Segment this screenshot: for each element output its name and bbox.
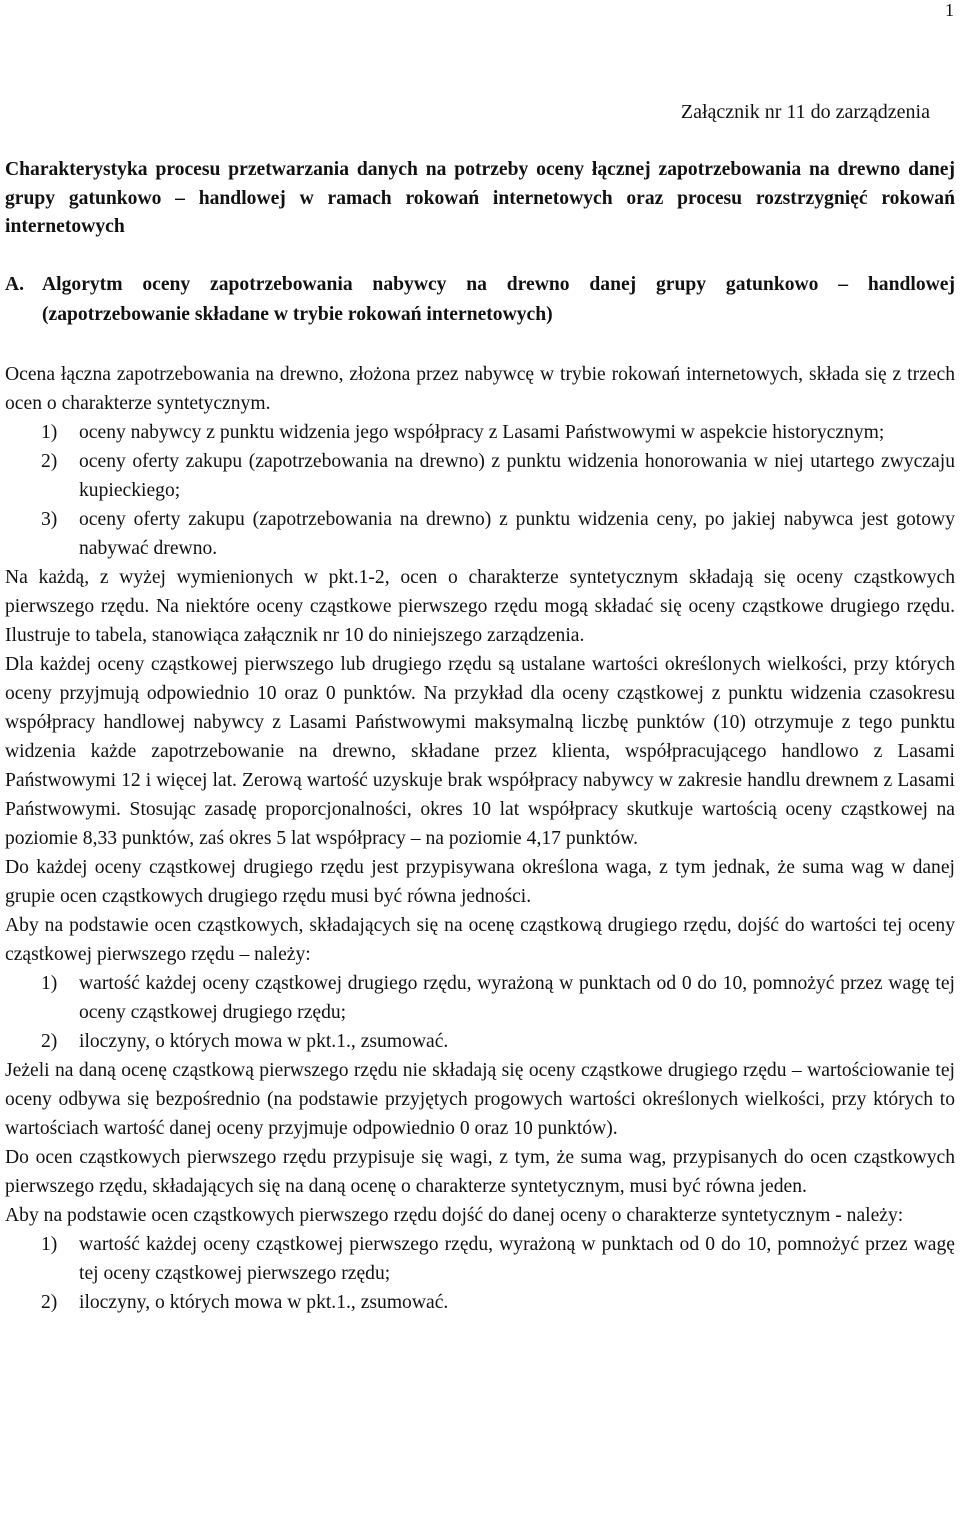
second-order-paragraph: Aby na podstawie ocen cząstkowych, składających się na ocenę cząstkową drugiego rzędu, dojść do wartości tej oceny cząstkowej pierwszego rzędu – należy: xyxy=(5,915,955,965)
list-item-number: 2) xyxy=(41,1292,58,1313)
document-heading: Charakterystyka procesu przetwarzania danych na potrzeby oceny łącznej zapotrzebowania na drewno danej grupy gatunkowo – handlowej w ramach rokowań internetowych oraz procesu rozstrzygnięć rokowań internetowych xyxy=(5,159,955,237)
synthetic-ratings-list xyxy=(5,418,955,563)
synthetic-paragraph: Aby na podstawie ocen cząstkowych pierwszego rzędu dojść do danej oceny o charakterze syntetycznym - należy: xyxy=(5,1205,904,1226)
list-item-number: 2) xyxy=(41,451,58,472)
list-item-text: oceny oferty zakupu (zapotrzebowania na drewno) z punktu widzenia ceny, po jakiej nabywca jest gotowy nabywać drewno. xyxy=(79,509,955,559)
list-item-text: oceny oferty zakupu (zapotrzebowania na drewno) z punktu widzenia honorowania w niej utartego zwyczaju kupieckiego; xyxy=(79,451,955,501)
list-item xyxy=(5,1288,955,1317)
components-paragraph: Na każdą, z wyżej wymienionych w pkt.1-2, ocen o charakterze syntetycznym składają się oceny cząstkowych pierwszego rzędu. Na niektóre oceny cząstkowe pierwszego rzędu mogą składać się oceny cząstkowe drugiego rzędu. Ilustruje to tabela, stanowiąca załącznik nr 10 do niniejszego zarządzenia. xyxy=(5,567,955,646)
intro-paragraph: Ocena łączna zapotrzebowania na drewno, złożona przez nabywcę w trybie rokowań internetowych, składa się z trzech ocen o charakterze syntetycznym. xyxy=(5,364,955,414)
list-item xyxy=(5,447,955,505)
list-item xyxy=(5,1027,955,1056)
document-body xyxy=(5,360,955,1317)
page-number: 1 xyxy=(945,0,954,20)
section-a-heading xyxy=(5,270,955,330)
list-item xyxy=(5,505,955,563)
list-item-number: 1) xyxy=(41,422,58,443)
first-order-weights-paragraph: Do ocen cząstkowych pierwszego rzędu przypisuje się wagi, z tym, że suma wag, przypisanych do ocen cząstkowych pierwszego rzędu, składających się na daną ocenę o charakterze syntetycznym, musi być równa jeden. xyxy=(5,1147,955,1197)
list-item-text: wartość każdej oceny cząstkowej pierwszego rzędu, wyrażoną w punktach od 0 do 10, pomnożyć przez wagę tej oceny cząstkowej pierwszego rzędu; xyxy=(79,1234,955,1284)
list-item-text: iloczyny, o których mowa w pkt.1., zsumować. xyxy=(79,1292,449,1313)
list-item xyxy=(5,1230,955,1288)
list-item xyxy=(5,418,955,447)
list-item xyxy=(5,969,955,1027)
direct-valuation-paragraph: Jeżeli na daną ocenę cząstkową pierwszego rzędu nie składają się oceny cząstkowe drugiego rzędu – wartościowanie tej oceny odbywa się bezpośrednio (na podstawie przyjętych progowych wartości określonych wielkości, przy których to wartościach wartość danej oceny przyjmuje odpowiednio 0 oraz 10 punktów). xyxy=(5,1060,955,1139)
second-order-steps-list xyxy=(5,969,955,1056)
list-item-text: oceny nabywcy z punktu widzenia jego współpracy z Lasami Państwowymi w aspekcie historycznym; xyxy=(79,422,885,443)
synthetic-steps-list xyxy=(5,1230,955,1317)
values-paragraph: Dla każdej oceny cząstkowej pierwszego lub drugiego rzędu są ustalane wartości określonych wielkości, przy których oceny przyjmują odpowiednio 10 oraz 0 punktów. Na przykład dla oceny cząstkowej z punktu widzenia czasokresu współpracy handlowej nabywcy z Lasami Państwowymi maksymalną liczbę punktów (10) otrzymuje z tego punktu widzenia każde zapotrzebowanie na drewno, składane przez klienta, współpracującego handlowo z Lasami Państwowymi 12 i więcej lat. Zerową wartość uzyskuje brak współpracy nabywcy w zakresie handlu drewnem z Lasami Państwowymi. Stosując zasadę proporcjonalności, okres 10 lat współpracy skutkuje wartością oceny cząstkowej na poziomie 8,33 punktów, zaś okres 5 lat współpracy – na poziomie 4,17 punktów. xyxy=(5,654,955,849)
weights-paragraph: Do każdej oceny cząstkowej drugiego rzędu jest przypisywana określona waga, z tym jednak, że suma wag w danej grupie ocen cząstkowych drugiego rzędu musi być równa jedności. xyxy=(5,857,955,907)
list-item-number: 2) xyxy=(41,1031,58,1052)
list-item-number: 1) xyxy=(41,973,58,994)
list-item-number: 3) xyxy=(41,509,58,530)
list-item-text: wartość każdej oceny cząstkowej drugiego rzędu, wyrażoną w punktach od 0 do 10, pomnożyć przez wagę tej oceny cząstkowej drugiego rzędu; xyxy=(79,973,955,1023)
list-item-text: iloczyny, o których mowa w pkt.1., zsumować. xyxy=(79,1031,449,1052)
annex-label: Załącznik nr 11 do zarządzenia xyxy=(680,101,930,123)
section-a-title: Algorytm oceny zapotrzebowania nabywcy na drewno danej grupy gatunkowo – handlowej (zapotrzebowanie składane w trybie rokowań internetowych) xyxy=(42,274,955,325)
section-a-letter: A. xyxy=(5,274,25,295)
list-item-number: 1) xyxy=(41,1234,58,1255)
